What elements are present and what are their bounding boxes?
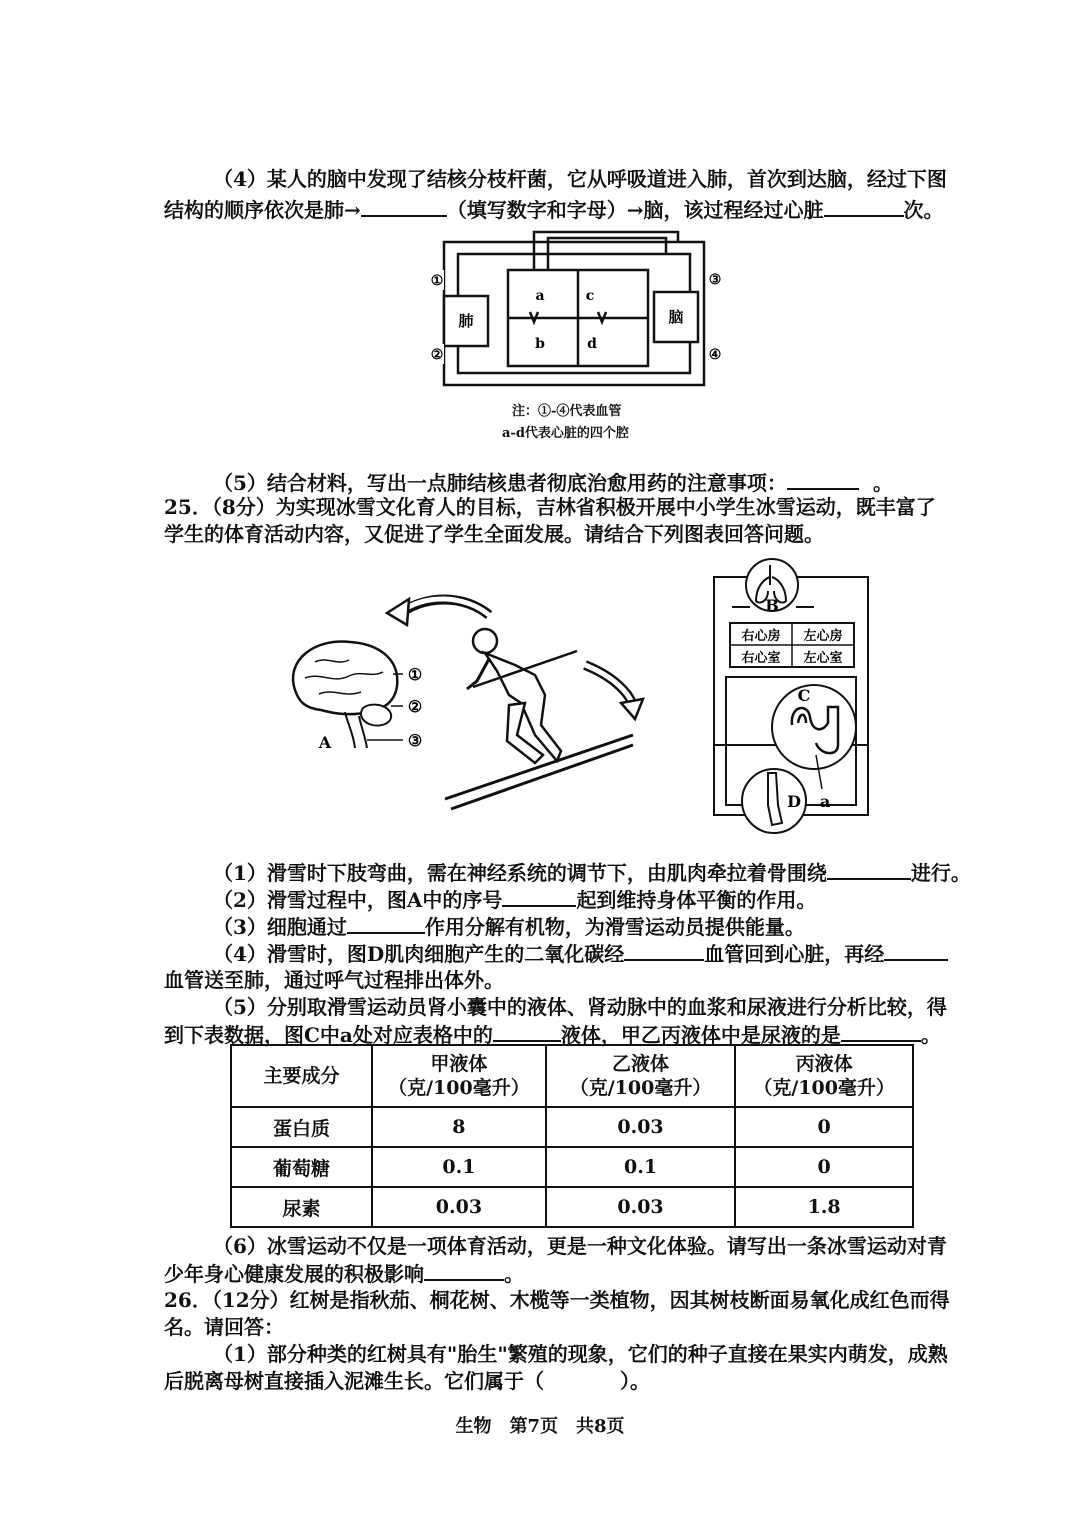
q25-5-text-a: 到下表数据，图C中a处对应表格中的 bbox=[164, 1023, 493, 1047]
q25-2-text-a: （2）滑雪过程中，图A中的序号 bbox=[213, 888, 503, 912]
q25-6-text-1: （6）冰雪运动不仅是一项体育活动，更是一种文化体验。请写出一条冰雪运动对青 bbox=[213, 1234, 947, 1258]
q24-4-text-a: 结构的顺序依次是肺→ bbox=[164, 198, 361, 222]
table-header-row bbox=[231, 1045, 913, 1107]
table-cell: 0.1 bbox=[546, 1147, 735, 1187]
vessel-4: ④ bbox=[708, 347, 722, 363]
vessel-3: ③ bbox=[708, 272, 722, 288]
q24-4-text: （4）某人的脑中发现了结核分枝杆菌，它从呼吸道进入肺，首次到达脑，经过下图 bbox=[213, 167, 947, 191]
answer-blank[interactable] bbox=[493, 1020, 561, 1042]
q25-1-text-a: （1）滑雪时下肢弯曲，需在神经系统的调节下，由肌肉牵拉着骨围绕 bbox=[213, 861, 827, 885]
figure-label-B: B bbox=[765, 596, 779, 615]
chamber-d: d bbox=[587, 336, 597, 352]
q26-1-text-b: ）。 bbox=[620, 1369, 650, 1393]
table-header-unit: （克/100毫升） bbox=[753, 1077, 895, 1099]
answer-blank[interactable] bbox=[424, 1259, 504, 1281]
page-footer: 生物 第7页 共8页 bbox=[455, 1416, 625, 1437]
q25-4-line2 bbox=[0, 966, 1080, 994]
figure-label-C: C bbox=[797, 686, 811, 705]
q25-4-line bbox=[0, 939, 1080, 968]
table-cell: 0.03 bbox=[372, 1187, 546, 1227]
diagram-note-1: 注：①-④代表血管 bbox=[512, 404, 622, 419]
q24-5-end: 。 bbox=[872, 471, 893, 495]
vessel-2: ② bbox=[430, 347, 444, 363]
table-row bbox=[231, 1107, 913, 1147]
table-cell: 0.03 bbox=[546, 1107, 735, 1147]
q26-intro-text-2: 名。请回答： bbox=[164, 1315, 284, 1339]
q25-5-text-c: 。 bbox=[920, 1023, 941, 1047]
table-header bbox=[372, 1045, 546, 1107]
q25-intro-text-2: 学生的体育活动内容，又促进了学生全面发展。请结合下列图表回答问题。 bbox=[164, 522, 824, 546]
q26-intro-1 bbox=[0, 1286, 1080, 1314]
q25-3-text-b: 作用分解有机物，为滑雪运动员提供能量。 bbox=[424, 915, 805, 939]
table-cell: 1.8 bbox=[735, 1187, 913, 1227]
answer-blank[interactable] bbox=[502, 885, 576, 907]
table-header-unit: （克/100毫升） bbox=[388, 1077, 530, 1099]
q26-intro-text-1: 26．（12分）红树是指秋茄、桐花树、木榄等一类植物，因其树枝断面易氧化成红色而得 bbox=[164, 1288, 950, 1312]
body-circulation-figure bbox=[712, 555, 874, 840]
q24-5-text: （5）结合材料，写出一点肺结核患者彻底治愈用药的注意事项： bbox=[213, 471, 787, 495]
brain-label: 脑 bbox=[668, 308, 684, 326]
composition-table bbox=[230, 1044, 914, 1228]
motion-arrow-right bbox=[585, 665, 633, 707]
lung-label: 肺 bbox=[458, 312, 474, 330]
skier-head bbox=[473, 629, 497, 653]
q25-4-text-b: 血管回到心脏，再经 bbox=[704, 942, 885, 966]
q26-1-line2 bbox=[0, 1367, 1080, 1395]
q25-6-text-a: 少年身心健康发展的积极影响 bbox=[164, 1262, 424, 1286]
q25-5-line1 bbox=[0, 993, 1080, 1021]
table-cell: 尿素 bbox=[231, 1187, 372, 1227]
q24-4-line2 bbox=[0, 195, 1080, 224]
table-header: 主要成分 bbox=[231, 1045, 372, 1107]
table-header-unit: （克/100毫升） bbox=[569, 1077, 712, 1099]
table-header-label: 丙液体 bbox=[795, 1053, 853, 1075]
q25-intro-1 bbox=[0, 493, 1080, 521]
q24-4-text-c: 次。 bbox=[903, 198, 944, 222]
q25-1-text-b: 进行。 bbox=[910, 861, 971, 885]
table-cell: 8 bbox=[372, 1107, 546, 1147]
skier-figure bbox=[385, 585, 655, 815]
answer-blank[interactable] bbox=[361, 195, 447, 217]
q25-5-text-1: （5）分别取滑雪运动员肾小囊中的液体、肾动脉中的血浆和尿液进行分析比较，得 bbox=[213, 995, 947, 1019]
q25-4-text-a: （4）滑雪时，图D肌肉细胞产生的二氧化碳经 bbox=[213, 942, 625, 966]
table-header-label: 乙液体 bbox=[612, 1053, 670, 1075]
q24-4-text-b: （填写数字和字母）→脑，该过程经过心脏 bbox=[446, 198, 824, 222]
table-cell: 蛋白质 bbox=[231, 1107, 372, 1147]
chamber-a: a bbox=[535, 288, 545, 304]
answer-blank[interactable] bbox=[824, 195, 904, 217]
heart-cell-left-ventricle: 左心室 bbox=[803, 651, 843, 666]
table-cell: 0.1 bbox=[372, 1147, 546, 1187]
table-cell: 0 bbox=[735, 1107, 913, 1147]
answer-blank[interactable] bbox=[347, 912, 425, 934]
q25-2-text-b: 起到维持身体平衡的作用。 bbox=[576, 888, 817, 912]
q26-intro-2 bbox=[0, 1313, 1080, 1341]
table-cell: 0.03 bbox=[546, 1187, 735, 1227]
q25-6-line2 bbox=[0, 1259, 1080, 1288]
answer-blank[interactable] bbox=[841, 1020, 921, 1042]
q25-intro-text-1: 25．（8分）为实现冰雪文化育人的目标，吉林省积极开展中小学生冰雪运动，既丰富了 bbox=[164, 495, 936, 519]
chamber-b: b bbox=[535, 336, 545, 352]
table-row bbox=[231, 1187, 913, 1227]
brain-part-3: ③ bbox=[407, 731, 423, 750]
figure-label-A: A bbox=[318, 733, 332, 752]
q26-1-text-a: 后脱离母树直接插入泥滩生长。它们属于（ bbox=[164, 1369, 544, 1393]
heart-cell-right-ventricle: 右心室 bbox=[741, 651, 781, 666]
circulation-diagram bbox=[430, 230, 720, 395]
q25-2-line bbox=[0, 885, 1080, 914]
answer-blank[interactable] bbox=[884, 939, 948, 961]
q26-1-text-1: （1）部分种类的红树具有"胎生"繁殖的现象，它们的种子直接在果实内萌发，成熟 bbox=[213, 1342, 948, 1366]
heart-cell-right-atrium: 右心房 bbox=[741, 629, 781, 644]
answer-blank[interactable] bbox=[787, 468, 859, 490]
chamber-c: c bbox=[585, 288, 595, 304]
table-cell: 葡萄糖 bbox=[231, 1147, 372, 1187]
table-header-label: 甲液体 bbox=[430, 1053, 488, 1075]
brain-part-1: ① bbox=[407, 665, 423, 684]
q25-5-text-b: 液体，甲乙丙液体中是尿液的是 bbox=[560, 1023, 841, 1047]
q25-intro-2 bbox=[0, 520, 1080, 548]
diagram-note-2: a-d代表心脏的四个腔 bbox=[502, 426, 629, 441]
vessel-1: ① bbox=[430, 273, 444, 289]
brain-part-2: ② bbox=[407, 697, 423, 716]
figure-label-D: D bbox=[787, 792, 801, 811]
table-header bbox=[546, 1045, 735, 1107]
table-header bbox=[735, 1045, 913, 1107]
q26-1-line1 bbox=[0, 1340, 1080, 1368]
q25-1-line bbox=[0, 858, 1080, 887]
figure-label-a: a bbox=[819, 792, 831, 811]
q24-4-line1 bbox=[0, 165, 1080, 193]
q25-3-text-a: （3）细胞通过 bbox=[213, 915, 347, 939]
heart-cell-left-atrium: 左心房 bbox=[803, 629, 843, 644]
q25-6-text-b: 。 bbox=[504, 1262, 524, 1286]
ski-1 bbox=[445, 735, 633, 799]
table-row bbox=[231, 1147, 913, 1187]
answer-blank[interactable] bbox=[827, 858, 911, 880]
q25-3-line bbox=[0, 912, 1080, 941]
answer-blank[interactable] bbox=[624, 939, 704, 961]
q25-4-text-c: 血管送至肺，通过呼气过程排出体外。 bbox=[164, 968, 504, 992]
q25-6-line1 bbox=[0, 1232, 1080, 1260]
table-cell: 0 bbox=[735, 1147, 913, 1187]
